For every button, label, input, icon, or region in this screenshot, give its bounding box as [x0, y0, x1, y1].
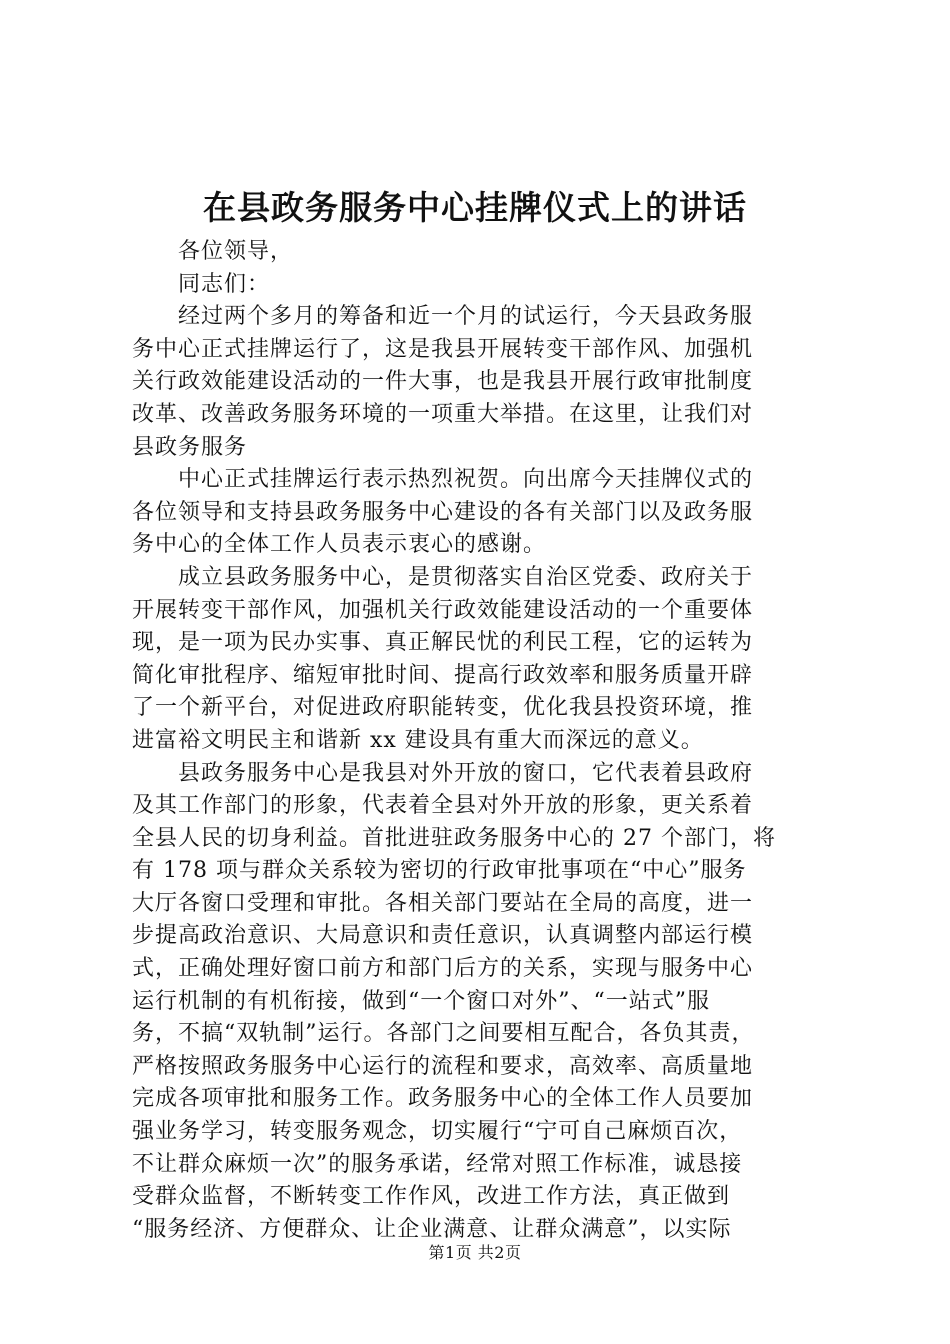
text-line: 进富裕文明民主和谐新 xx 建设具有重大而深远的意义。	[132, 727, 704, 753]
text-line: 各位领导和支持县政务服务中心建设的各有关部门以及政务服	[132, 499, 754, 525]
text-line: 不让群众麻烦一次”的服务承诺，经常对照工作标准，诚恳接	[132, 1151, 743, 1177]
text-line: 务中心正式挂牌运行了，这是我县开展转变干部作风、加强机	[132, 336, 754, 362]
text-line: 同志们：	[178, 271, 271, 297]
text-line: 受群众监督，不断转变工作作风，改进工作方法，真正做到	[132, 1184, 731, 1210]
document-title: 在县政务服务中心挂牌仪式上的讲话	[203, 188, 747, 227]
text-line: 严格按照政务服务中心运行的流程和要求，高效率、高质量地	[132, 1053, 754, 1079]
text-line: “服务经济、方便群众、让企业满意、让群众满意”，以实际	[132, 1216, 732, 1242]
text-line: 务中心的全体工作人员表示衷心的感谢。	[132, 532, 547, 558]
text-line: 简化审批程序、缩短审批时间、提高行政效率和服务质量开辟	[132, 662, 754, 688]
text-line: 强业务学习，转变服务观念，切实履行“宁可自己麻烦百次，	[132, 1119, 743, 1145]
text-line: 式，正确处理好窗口前方和部门后方的关系，实现与服务中心	[132, 956, 754, 982]
text-line: 经过两个多月的筹备和近一个月的试运行，今天县政务服	[178, 304, 754, 330]
text-line: 完成各项审批和服务工作。政务服务中心的全体工作人员要加	[132, 1086, 754, 1112]
text-line: 及其工作部门的形象，代表着全县对外开放的形象，更关系着	[132, 793, 754, 819]
text-line: 步提高政治意识、大局意识和责任意识，认真调整内部运行模	[132, 923, 754, 949]
document-body	[132, 236, 832, 1246]
text-line: 成立县政务服务中心，是贯彻落实自治区党委、政府关于	[178, 564, 754, 590]
text-line: 务，不搞“双轨制”运行。各部门之间要相互配合，各负其责，	[132, 1021, 755, 1047]
text-line: 开展转变干部作风，加强机关行政效能建设活动的一个重要体	[132, 597, 754, 623]
text-line: 改革、改善政务服务环境的一项重大举措。在这里，让我们对	[132, 401, 754, 427]
text-line: 了一个新平台，对促进政府职能转变，优化我县投资环境，推	[132, 695, 754, 721]
text-line: 县政务服务	[132, 434, 248, 460]
text-line: 各位领导，	[178, 239, 294, 264]
page-number: 第1页 共2页	[428, 1243, 522, 1262]
text-line: 全县人民的切身利益。首批进驻政务服务中心的 27 个部门，将	[132, 825, 776, 851]
text-line: 运行机制的有机衔接，做到“一个窗口对外”、“一站式”服	[132, 988, 710, 1014]
text-line: 中心正式挂牌运行表示热烈祝贺。向出席今天挂牌仪式的	[178, 467, 754, 493]
text-line: 县政务服务中心是我县对外开放的窗口，它代表着县政府	[178, 760, 754, 786]
text-line: 有 178 项与群众关系较为密切的行政审批事项在“中心”服务	[132, 858, 747, 884]
text-line: 大厅各窗口受理和审批。各相关部门要站在全局的高度，进一	[132, 890, 754, 916]
text-line: 现，是一项为民办实事、真正解民忧的利民工程，它的运转为	[132, 630, 754, 656]
text-line: 关行政效能建设活动的一件大事，也是我县开展行政审批制度	[132, 369, 754, 395]
